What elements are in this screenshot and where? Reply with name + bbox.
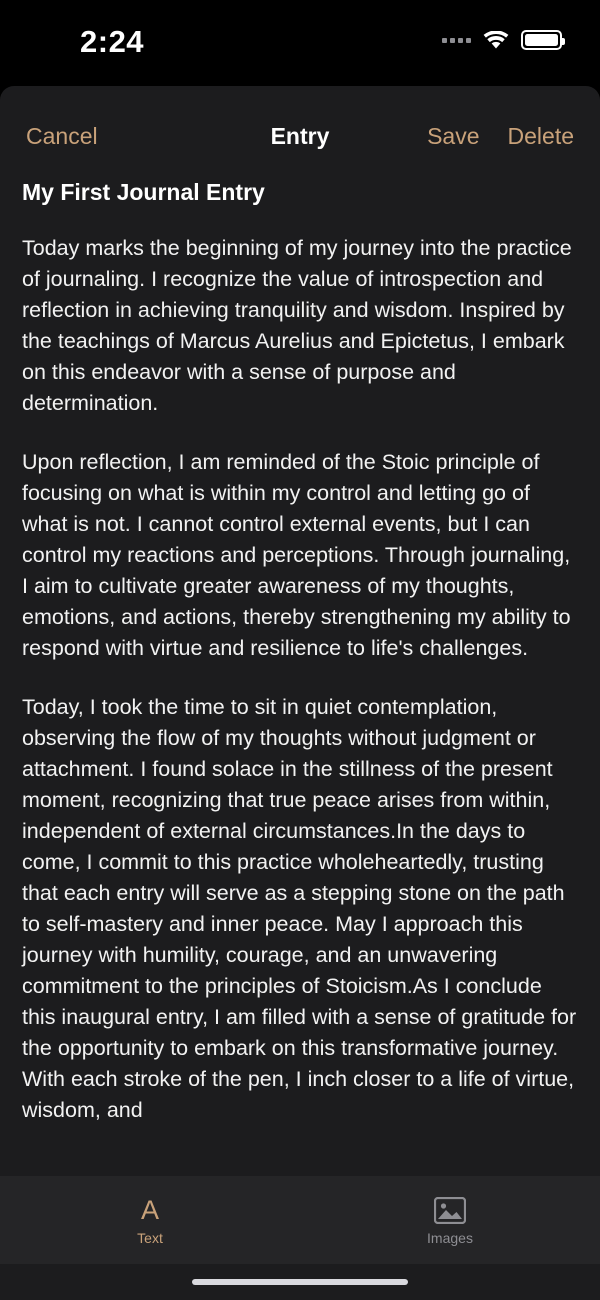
text-format-icon: A	[140, 1195, 159, 1225]
entry-paragraph: Upon reflection, I am reminded of the Stoic principle of focusing on what is within my control and letting go of what is not. I cannot control external events, but I can control my reactions and perceptions. Through journaling, I aim to cultivate greater awareness of my thoughts, emotions, and actions, thereby strengthening my ability to respond with virtue and resilience to life's challenges.	[22, 449, 571, 660]
entry-editor[interactable]	[0, 168, 600, 1176]
entry-title-input[interactable]: My First Journal Entry	[22, 179, 265, 205]
bottom-toolbar	[0, 1176, 600, 1264]
nav-actions	[427, 123, 574, 150]
entry-body-input[interactable]	[22, 233, 578, 1126]
status-time: 2:24	[80, 24, 145, 59]
navigation-bar	[0, 104, 600, 168]
entry-paragraph: Today marks the beginning of my journey into the practice of journaling. I recognize the value of introspection and reflection in achieving tranquility and wisdom. Inspired by the teachings of Marcus Aurelius and Epictetus, I embark on this endeavor with a sense of purpose and determination.	[22, 235, 572, 415]
sheet-grabber-area	[0, 86, 600, 104]
status-indicators	[442, 30, 562, 50]
battery-full-icon	[521, 30, 562, 50]
wifi-icon	[483, 31, 509, 50]
cancel-button[interactable]: Cancel	[26, 122, 98, 149]
toolbar-tab-images-label: Images	[427, 1230, 473, 1246]
entry-sheet	[0, 86, 600, 1300]
toolbar-tab-text[interactable]	[0, 1194, 300, 1246]
save-button[interactable]: Save	[427, 122, 480, 149]
page-title: Entry	[270, 122, 330, 149]
home-indicator-area	[0, 1264, 600, 1300]
photo-icon	[434, 1194, 466, 1226]
toolbar-tab-images[interactable]	[300, 1194, 600, 1246]
entry-paragraph: Today, I took the time to sit in quiet contemplation, observing the flow of my thoughts without judgment or attachment. I found solace in the stillness of the present moment, recognizing that true peace arises from within, independent of external circumstances.In the days to come, I commit to this practice wholeheartedly, trusting that each entry will serve as a stepping stone on the path to self-mastery and inner peace. May I approach this journey with humility, courage, and an unwavering commitment to the principles of Stoicism.As I conclude this inaugural entry, I am filled with a sense of gratitude for the opportunity to embark on this transformative journey. With each stroke of the pen, I inch closer to a life of virtue, wisdom, and	[22, 694, 577, 1122]
home-indicator[interactable]	[192, 1279, 408, 1285]
delete-button[interactable]: Delete	[507, 122, 574, 149]
toolbar-tab-text-label: Text	[137, 1230, 163, 1246]
status-bar	[0, 0, 600, 88]
cellular-dots-icon	[442, 38, 471, 43]
